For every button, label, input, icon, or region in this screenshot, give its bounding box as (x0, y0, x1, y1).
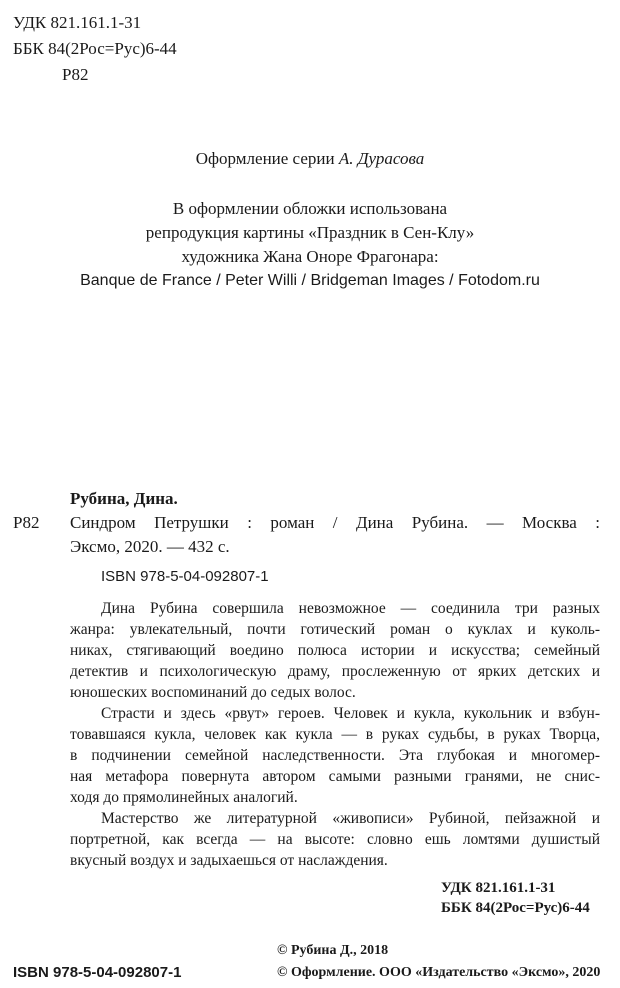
bottom-bbk-code: ББК 84(2Рос=Рус)6-44 (441, 900, 590, 916)
annotation-line: юношеских воспоминаний до седых волос. (70, 684, 356, 701)
cover-credit-line: репродукция картины «Праздник в Сен-Клу» (145, 223, 475, 242)
series-design-credit (0, 148, 620, 170)
annotation-line: Мастерство же литературной «живописи» Рубиной, пейзажной и (101, 810, 600, 827)
annotation-line: ходя до прямолинейных аналогий. (70, 789, 298, 806)
catalog-description-line: Эксмо, 2020. — 432 с. (70, 537, 230, 556)
annotation-line: никах, стягивающий воедино полюса истории и искусства; семейный (70, 642, 600, 659)
annotation-line: детектив и психологическую драму, прослеженную от ярких детских и (70, 663, 600, 680)
copyright-author: © Рубина Д., 2018 (277, 943, 389, 958)
copyright-design: © Оформление. ООО «Издательство «Эксмо», 2020 (277, 965, 601, 980)
udk-code: УДК 821.161.1-31 (13, 13, 142, 32)
catalog-author-heading: Рубина, Дина. (70, 489, 178, 508)
catalog-isbn: ISBN 978-5-04-092807-1 (101, 568, 269, 585)
annotation-line: Дина Рубина совершила невозможное — соединила три разных (101, 600, 600, 617)
annotation-line: Страсти и здесь «рвут» героев. Человек и кукла, кукольник и взбун- (101, 705, 600, 722)
annotation-line: портретной, как всегда — на высоте: словно ешь ломтями душистый (70, 831, 600, 848)
series-designer-name: А. Дурасова (338, 149, 425, 168)
bottom-udk-code: УДК 821.161.1-31 (441, 880, 556, 896)
annotation-line: вкусный воздух и задыхаешься от наслаждения. (70, 852, 388, 869)
cover-credit-line: художника Жана Оноре Фрагонара: (181, 247, 439, 266)
annotation-line: товавшаяся кукла, человек как кукла — в руках судьбы, в руках Творца, (70, 726, 600, 743)
annotation-line: в подчинении семейной наследственности. Эта глубокая и многомер- (70, 747, 600, 764)
author-mark: Р82 (62, 65, 89, 84)
bbk-code: ББК 84(2Рос=Рус)6-44 (13, 39, 177, 58)
annotation-line: ная метафора повернута автором самыми разными гранями, не снис- (70, 768, 600, 785)
catalog-side-mark: Р82 (13, 513, 40, 532)
footer-isbn: ISBN 978-5-04-092807-1 (13, 964, 182, 981)
annotation-line: жанра: увлекательный, почти готический роман о куклах и куколь- (70, 621, 600, 638)
catalog-description-line: Синдром Петрушки : роман / Дина Рубина. — Москва : (70, 513, 600, 532)
cover-credit-line: Banque de France / Peter Willi / Bridgeman Images / Fotodom.ru (80, 272, 540, 289)
series-design-label: Оформление серии (195, 149, 335, 168)
cover-credit-line: В оформлении обложки использована (172, 199, 448, 218)
